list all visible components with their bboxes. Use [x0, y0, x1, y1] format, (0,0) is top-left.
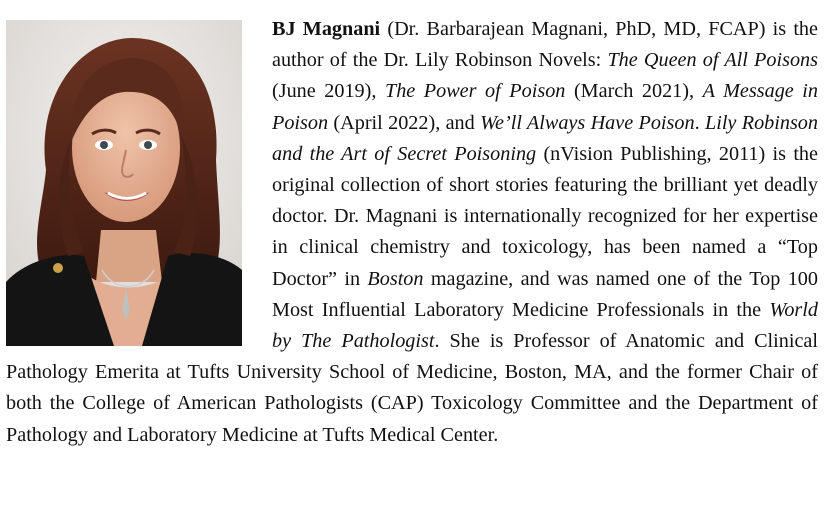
bio-text: magazine, and was named one of the Top 100 Most Influential Laboratory Medicine Professionals in the: [272, 267, 818, 321]
book-title: The Queen of All Poisons: [607, 49, 818, 72]
magazine-title: Boston: [367, 267, 424, 290]
bio-text: (April 2022), and: [328, 111, 481, 134]
author-name: BJ Magnani: [272, 18, 381, 40]
bio-text: . She is Professor of Anatomic and Clinical Pathology Emerita at Tufts University School of Medicine, Boston, MA, and the former Chair of both the College of American Pathologists (CAP) Toxicology Committee and the Department of Pathology and Laboratory Medicine at Tufts Medical Center.: [6, 330, 818, 446]
publication-title: World by The Pathologist: [272, 298, 818, 353]
portrait-spacer: [6, 14, 272, 348]
bio-text: .: [694, 111, 705, 134]
book-title: The Power of Poison: [384, 80, 566, 103]
bio-text: (nVision Publishing, 2011) is the original collection of short stories featuring the brilliant yet deadly doctor. Dr. Magnani is internationally recognized for her expertise in clinical chemistry and toxicology, has been named a “Top Doctor” in: [272, 142, 818, 290]
author-biography: [6, 14, 818, 451]
bio-text: (March 2021),: [565, 80, 703, 103]
book-title: We’ll Always Have Poison: [480, 111, 695, 134]
bio-text: (June 2019),: [272, 80, 385, 103]
book-title: Lily Robinson and the Art of Secret Poisoning: [272, 111, 818, 165]
book-title: A Message in Poison: [272, 80, 818, 134]
bio-text: (Dr. Barbarajean Magnani, PhD, MD, FCAP) is the author of the Dr. Lily Robinson Novels:: [272, 18, 818, 72]
